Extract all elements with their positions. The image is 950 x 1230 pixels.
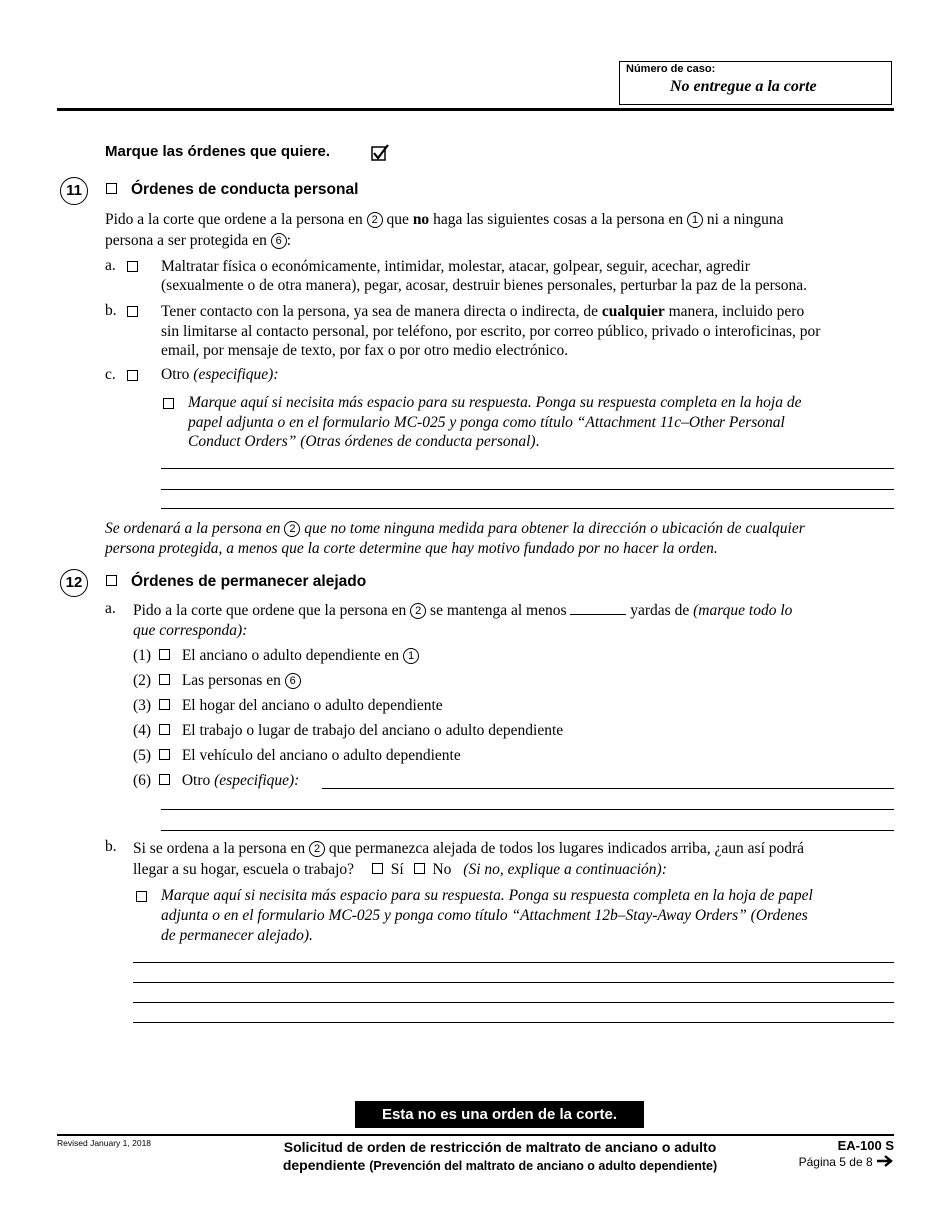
s12a-line-1c: yardas de bbox=[630, 602, 690, 619]
intro-text: Marque las órdenes que quiere. bbox=[105, 143, 331, 160]
item-checkbox[interactable] bbox=[159, 774, 170, 785]
s11a-line-2: (sexualmente o de otra manera), pegar, acosar, destruir bienes personales, perturbar la paz de la persona. bbox=[161, 277, 808, 294]
no-label: No bbox=[432, 861, 452, 878]
s11a-text bbox=[161, 257, 807, 295]
checked-box-icon bbox=[371, 144, 391, 167]
section-12-title: Órdenes de permanecer alejado bbox=[131, 573, 367, 590]
s11-note-line-2: persona protegida, a menos que la corte determine que hay motivo fundado por no hacer la orden. bbox=[105, 540, 718, 557]
s12a-item-4 bbox=[133, 722, 563, 740]
s12a-line-1a: Pido a la corte que ordene que la persona en bbox=[133, 602, 407, 619]
page-number bbox=[760, 1155, 894, 1169]
footer-rule bbox=[57, 1134, 894, 1136]
section-12-number: 12 bbox=[60, 569, 88, 597]
form-title-line-2b: (Prevención del maltrato de anciano o adulto dependiente) bbox=[369, 1159, 718, 1173]
form-title-line-2a: dependiente bbox=[282, 1157, 366, 1173]
s11-answer-line-1[interactable] bbox=[161, 468, 894, 469]
s12b-text bbox=[133, 838, 804, 880]
item-text: El hogar del anciano o adulto dependiente bbox=[181, 697, 443, 714]
item-checkbox[interactable] bbox=[159, 699, 170, 710]
s11-more-line-3: Conduct Orders” (Otras órdenes de conducta personal) bbox=[188, 433, 536, 450]
s11b-line-2: sin limitarse al contacto personal, por teléfono, por escrito, por correo público, privado o interoficinas, por bbox=[161, 322, 821, 340]
circled-2-icon: 2 bbox=[309, 841, 325, 857]
s11c-specify: (especifique): bbox=[193, 366, 279, 383]
revised-date: Revised January 1, 2018 bbox=[57, 1138, 152, 1148]
s11-more-line-1: Marque aquí si necisita más espacio para su respuesta. Ponga su respuesta completa en la hoja de bbox=[188, 394, 802, 411]
s12a-item-2 bbox=[133, 672, 301, 690]
s11-more-line-2: papel adjunta o en el formulario MC-025 y ponga como título “Attachment 11c–Other Personal bbox=[188, 413, 785, 431]
circled-1-icon: 1 bbox=[687, 212, 703, 228]
item-checkbox[interactable] bbox=[159, 649, 170, 660]
s11-intro-text-e: persona a ser protegida en bbox=[105, 232, 267, 249]
item-number: (3) bbox=[133, 697, 152, 714]
item-text: Las personas en bbox=[181, 672, 281, 689]
circled-1-icon: 1 bbox=[403, 648, 419, 664]
section-11-title: Órdenes de conducta personal bbox=[131, 181, 359, 198]
no-checkbox[interactable] bbox=[414, 863, 425, 874]
s12a-line-1-italic: (marque todo lo bbox=[693, 602, 793, 619]
header-rule bbox=[57, 108, 894, 111]
s12-more-space-text bbox=[161, 886, 813, 946]
item-specify: (especifique): bbox=[214, 772, 300, 789]
section-12-heading bbox=[106, 573, 366, 591]
s12a-line-1b: se mantenga al menos bbox=[430, 602, 567, 619]
form-id: EA-100 S bbox=[837, 1138, 894, 1153]
s11c-checkbox[interactable] bbox=[127, 368, 138, 386]
s12b-label: b. bbox=[105, 838, 117, 855]
case-number-value[interactable]: No entregue a la corte bbox=[670, 78, 817, 95]
s12-answer-line-2[interactable] bbox=[133, 982, 894, 983]
s12a-other-line-2[interactable] bbox=[161, 809, 894, 810]
s11b-line-1b: manera, incluido pero bbox=[668, 303, 805, 320]
case-number-label: Número de caso: bbox=[626, 63, 716, 75]
form-title bbox=[240, 1138, 760, 1175]
s11-note bbox=[105, 519, 805, 559]
item-text: Otro bbox=[181, 772, 211, 789]
page-number-text: Página 5 de 8 bbox=[798, 1155, 873, 1169]
s12a-item-3 bbox=[133, 697, 443, 715]
s11-more-space-text bbox=[188, 393, 801, 452]
item-checkbox[interactable] bbox=[159, 674, 170, 685]
item-checkbox[interactable] bbox=[159, 724, 170, 735]
s11a-line-1: Maltratar física o económicamente, intimidar, molestar, atacar, golpear, seguir, acechar, agredir bbox=[161, 258, 750, 275]
s12-more-line-3: de permanecer alejado). bbox=[161, 927, 313, 944]
s11b-checkbox[interactable] bbox=[127, 304, 138, 322]
section-11-intro bbox=[105, 209, 895, 251]
s11-intro-colon: : bbox=[286, 232, 292, 249]
s11-more-line-3-period: . bbox=[535, 433, 540, 450]
s11a-checkbox[interactable] bbox=[127, 259, 138, 277]
s11b-line-1a: Tener contacto con la persona, ya sea de manera directa o indirecta, de bbox=[161, 303, 598, 320]
s11c-label: c. bbox=[105, 366, 116, 383]
item-checkbox[interactable] bbox=[159, 749, 170, 760]
s11c-other: Otro bbox=[161, 366, 190, 383]
s11-note-line-1b: que no tome ninguna medida para obtener la dirección o ubicación de cualquier bbox=[304, 520, 805, 537]
intro-label bbox=[105, 143, 330, 160]
s12-answer-line-1[interactable] bbox=[133, 962, 894, 963]
s12a-other-line-3[interactable] bbox=[161, 830, 894, 831]
s12b-line-1b: que permanezca alejada de todos los lugares indicados arriba, ¿aun así podrá bbox=[328, 840, 805, 857]
arrow-right-icon bbox=[876, 1155, 894, 1167]
item-number: (4) bbox=[133, 722, 152, 739]
circled-2-icon: 2 bbox=[410, 603, 426, 619]
section-12-checkbox[interactable] bbox=[106, 575, 117, 586]
s11-answer-line-3[interactable] bbox=[161, 508, 894, 509]
yes-label: Sí bbox=[390, 861, 404, 878]
s12b-line-1a: Si se ordena a la persona en bbox=[133, 840, 306, 857]
section-11-checkbox[interactable] bbox=[106, 183, 117, 194]
s11-answer-line-2[interactable] bbox=[161, 489, 894, 490]
s12b-line-2: llegar a su hogar, escuela o trabajo? bbox=[133, 861, 355, 878]
s12a-item-6 bbox=[133, 772, 299, 790]
s11b-line-1-bold: cualquier bbox=[601, 303, 665, 320]
s12a-item-1 bbox=[133, 647, 419, 665]
s11-intro-no: no bbox=[412, 211, 430, 228]
s11-intro-text-a: Pido a la corte que ordene a la persona en bbox=[105, 211, 363, 228]
item-number: (6) bbox=[133, 772, 152, 789]
s11-intro-text-c: haga las siguientes cosas a la persona en bbox=[433, 211, 684, 228]
s11b-line-3: email, por mensaje de texto, por fax o por otro medio electrónico. bbox=[161, 342, 569, 359]
circled-2-icon: 2 bbox=[284, 521, 300, 537]
s11a-label: a. bbox=[105, 257, 116, 274]
item-text: El anciano o adulto dependiente en bbox=[181, 647, 400, 664]
circled-6-icon: 6 bbox=[271, 233, 287, 249]
circled-6-icon: 6 bbox=[285, 673, 301, 689]
s11b-text bbox=[161, 302, 820, 361]
s12a-text bbox=[133, 600, 792, 641]
s12b-explain: (Si no, explique a continuación): bbox=[463, 861, 667, 878]
item-number: (2) bbox=[133, 672, 152, 689]
s11-note-line-1a: Se ordenará a la persona en bbox=[105, 520, 281, 537]
yards-input[interactable] bbox=[570, 600, 626, 615]
s12a-other-line-1[interactable] bbox=[322, 788, 894, 789]
item-number: (1) bbox=[133, 647, 152, 664]
yes-checkbox[interactable] bbox=[372, 863, 383, 874]
form-title-line-1: Solicitud de orden de restricción de maltrato de anciano o adulto bbox=[283, 1139, 717, 1155]
s12-more-line-2: adjunta o en el formulario MC-025 y ponga como título “Attachment 12b–Stay-Away Orders” (Ordenes bbox=[161, 907, 808, 924]
s11-intro-text-d: ni a ninguna bbox=[706, 211, 784, 228]
s11b-label: b. bbox=[105, 302, 117, 319]
s12-answer-line-3[interactable] bbox=[133, 1002, 894, 1003]
not-court-order-banner: Esta no es una orden de la corte. bbox=[355, 1101, 644, 1128]
s11-more-space-checkbox[interactable] bbox=[163, 396, 174, 414]
item-number: (5) bbox=[133, 747, 152, 764]
s12-more-space-checkbox[interactable] bbox=[136, 889, 147, 907]
s12a-item-5 bbox=[133, 747, 461, 765]
s12-more-line-1: Marque aquí si necisita más espacio para su respuesta. Ponga su respuesta completa en la hoja de papel bbox=[161, 887, 813, 904]
s12a-label: a. bbox=[105, 600, 116, 617]
s12-answer-line-4[interactable] bbox=[133, 1022, 894, 1023]
s11c-text bbox=[161, 366, 279, 384]
case-number-box bbox=[619, 61, 892, 105]
section-11-heading bbox=[106, 181, 358, 199]
s12a-line-2: que corresponda): bbox=[133, 622, 248, 639]
item-text: El vehículo del anciano o adulto dependiente bbox=[181, 747, 461, 764]
section-11-number: 11 bbox=[60, 177, 88, 205]
item-text: El trabajo o lugar de trabajo del anciano o adulto dependiente bbox=[181, 722, 564, 739]
s11-intro-text-b: que bbox=[386, 211, 409, 228]
circled-2-icon: 2 bbox=[367, 212, 383, 228]
